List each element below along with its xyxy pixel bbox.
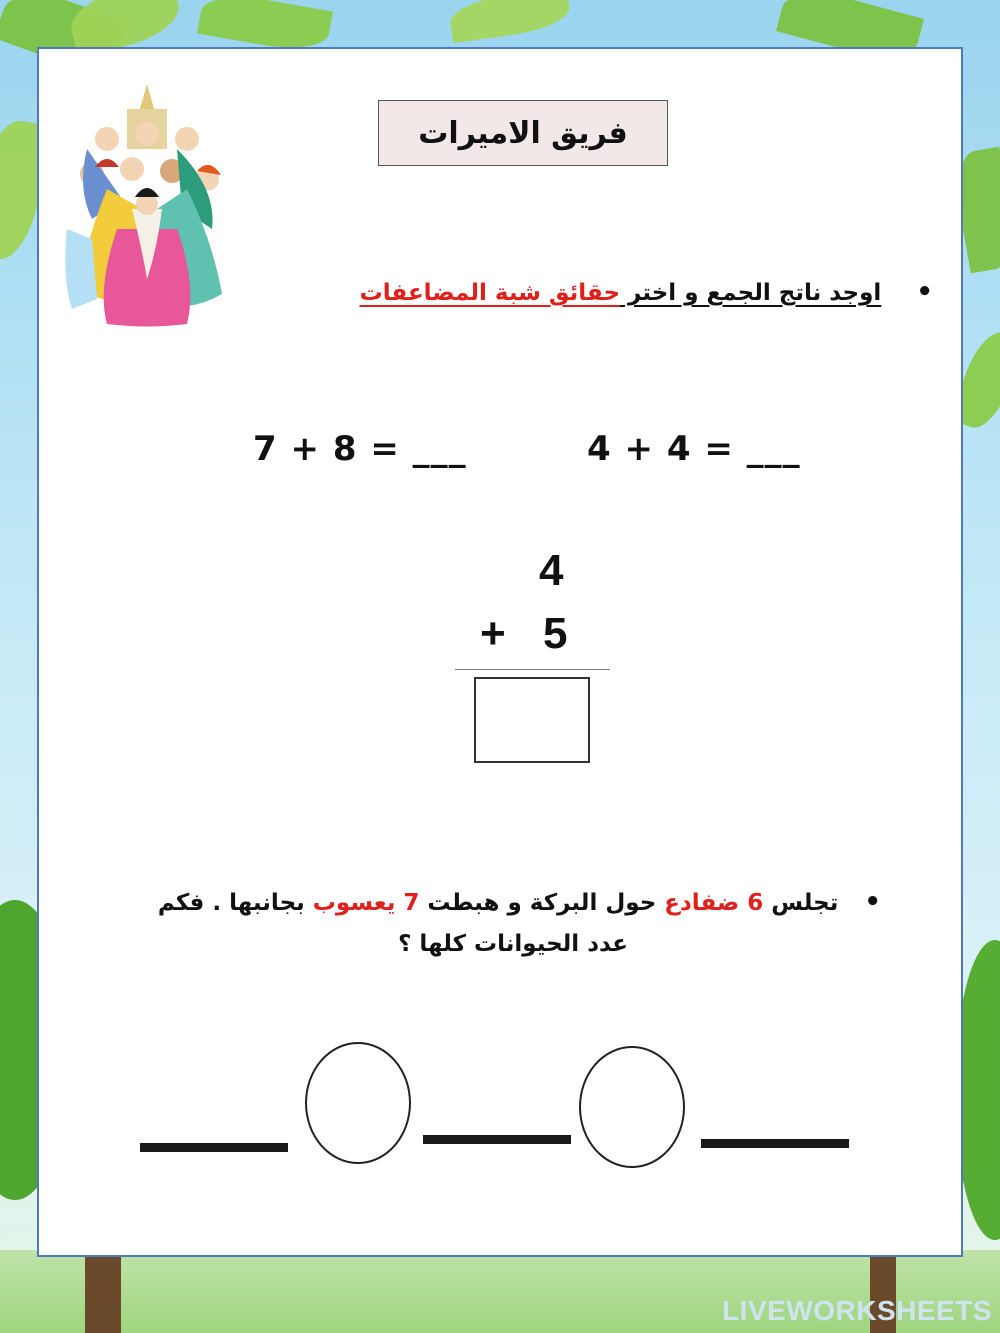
word-frogs: ضفادع: [664, 890, 748, 916]
operator-circle-2[interactable]: [579, 1046, 685, 1168]
sum-line: [455, 669, 610, 670]
word-text: حول البركة و هبطت: [419, 890, 665, 916]
number-dragonflies: 7: [403, 890, 420, 916]
instruction-text: اوجد ناتج الجمع و اختر: [620, 280, 882, 306]
answer-blank-2[interactable]: [423, 1135, 571, 1144]
background-leaf: [448, 0, 572, 43]
bullet: •: [864, 887, 881, 917]
page-title-box: [378, 100, 668, 166]
instruction-underlined: [360, 280, 882, 306]
answer-blank-3[interactable]: [701, 1139, 849, 1148]
vertical-bottom-number: 5: [543, 609, 568, 658]
page-title: فريق الاميرات: [418, 115, 628, 151]
answer-blank-1[interactable]: [140, 1143, 288, 1152]
equation-right: 4 + 4 = ___: [587, 429, 801, 469]
watermark: LIVEWORKSHEETS: [722, 1295, 992, 1326]
princess-illustration: [47, 79, 247, 329]
word-dragonflies: يعسوب: [312, 890, 404, 916]
sum-answer-box[interactable]: [474, 677, 590, 763]
worksheet-sheet: [37, 47, 963, 1257]
word-problem-line1: [158, 887, 881, 917]
equation-left: 7 + 8 = ___: [253, 429, 467, 469]
instruction-highlight: حقائق شبة المضاعفات: [359, 280, 621, 306]
word-problem-line2: عدد الحيوانات كلها ؟: [398, 931, 628, 957]
number-frogs: 6: [747, 890, 764, 916]
word-text: بجانبها . فكم: [157, 890, 313, 916]
word-text: تجلس: [763, 890, 839, 916]
vertical-top-number: 4: [539, 546, 564, 595]
vertical-operator: +: [480, 609, 506, 658]
operator-circle-1[interactable]: [305, 1042, 411, 1164]
instruction-line: [360, 277, 933, 307]
bullet: •: [916, 277, 933, 307]
